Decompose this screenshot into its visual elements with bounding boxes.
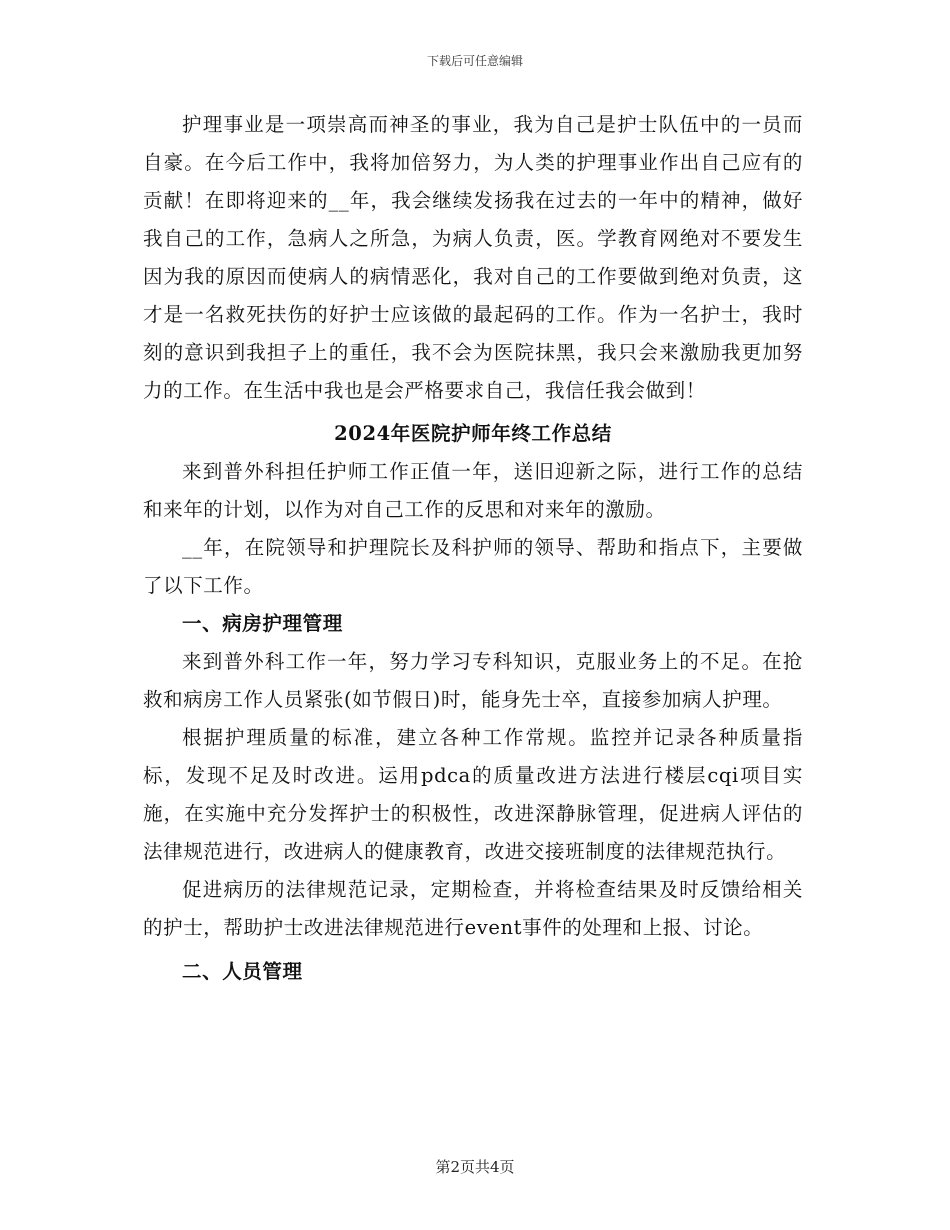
document-body bbox=[143, 106, 803, 991]
section-title: 2024年医院护师年终工作总结 bbox=[334, 422, 612, 445]
page-header-note: 下载后可任意编辑 bbox=[426, 54, 523, 68]
paragraph-intro: 来到普外科担任护师工作正值一年，送旧迎新之际，进行工作的总结和来年的计划，以作为对自己工作的反思和对来年的激励。 bbox=[143, 460, 803, 521]
paragraph-ward-work: 来到普外科工作一年，努力学习专科知识，克服业务上的不足。在抢救和病房工作人员紧张(如节假日)时，能身先士卒，直接参加病人护理。 bbox=[143, 650, 803, 711]
paragraph-year-summary: __年，在院领导和护理院长及科护师的领导、帮助和指点下，主要做了以下工作。 bbox=[143, 536, 803, 597]
page-number: 第2页共4页 bbox=[435, 1158, 515, 1176]
paragraph-records: 促进病历的法律规范记录，定期检查，并将检查结果及时反馈给相关的护士，帮助护士改进法律规范进行event事件的处理和上报、讨论。 bbox=[143, 878, 803, 939]
paragraph-closing-statement: 护理事业是一项崇高而神圣的事业，我为自己是护士队伍中的一员而自豪。在今后工作中，我将加倍努力，为人类的护理事业作出自己应有的贡献！在即将迎来的__年，我会继续发扬我在过去的一年中的精神，做好我自己的工作，急病人之所急，为病人负责，医。学教育网绝对不要发生因为我的原因而使病人的病情恶化，我对自己的工作要做到绝对负责，这才是一名救死扶伤的好护士应该做的最起码的工作。作为一名护士，我时刻的意识到我担子上的重任，我不会为医院抹黑，我只会来激励我更加努力的工作。在生活中我也是会严格要求自己，我信任我会做到！ bbox=[143, 113, 803, 402]
paragraph-quality-standards: 根据护理质量的标准，建立各种工作常规。监控并记录各种质量指标，发现不足及时改进。运用pdca的质量改进方法进行楼层cqi项目实施，在实施中充分发挥护士的积极性，改进深静脉管理，促进病人评估的法律规范进行，改进病人的健康教育，改进交接班制度的法律规范执行。 bbox=[143, 726, 803, 863]
heading-staff-management: 二、人员管理 bbox=[182, 960, 303, 983]
heading-ward-management: 一、病房护理管理 bbox=[182, 612, 343, 635]
